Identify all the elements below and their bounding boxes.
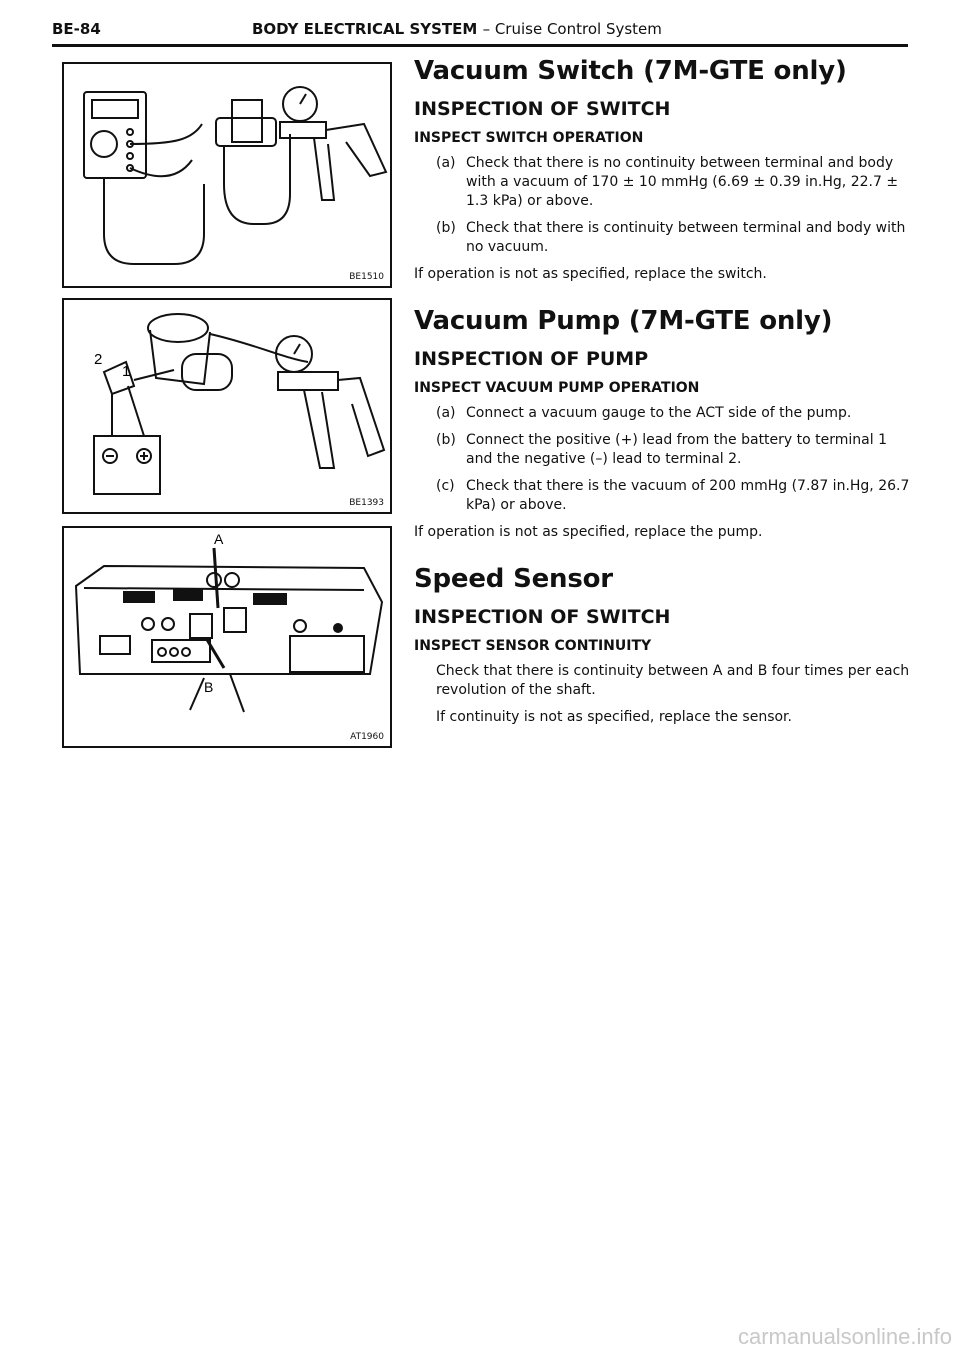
step-text: Check that there is continuity between terminal and body with no vacuum. [466, 220, 906, 255]
section-subtitle: INSPECTION OF SWITCH [414, 98, 671, 120]
section-title-speed-sensor: Speed Sensor [414, 564, 613, 594]
procedure-paragraph: If continuity is not as specified, replace the sensor. [436, 709, 792, 725]
procedure-heading: INSPECT VACUUM PUMP OPERATION [414, 380, 700, 396]
step-text: Check that there is no continuity between terminal and body with a vacuum of 170 ± 10 mmHg (6.69 ± 0.39 in.Hg, 22.7 ± 1.3 kPa) or above. [466, 155, 899, 209]
watermark: carmanualsonline.info [737, 1324, 952, 1349]
procedure-note: If operation is not as specified, replace the switch. [414, 266, 767, 282]
page-header [52, 20, 908, 47]
subsystem-name: – Cruise Control System [482, 20, 662, 38]
figure-code: AT1960 [350, 732, 384, 742]
step-label: (b) [436, 220, 456, 236]
figure-code: BE1510 [349, 272, 384, 282]
system-name: BODY ELECTRICAL SYSTEM [252, 20, 478, 38]
section-title-vacuum-switch: Vacuum Switch (7M-GTE only) [414, 56, 847, 86]
procedure-step [414, 154, 910, 211]
terminal-label-b: B [204, 679, 214, 695]
figure-code: BE1393 [349, 498, 384, 508]
terminal-label-a: A [214, 531, 224, 547]
speed-sensor-illustration [64, 528, 390, 746]
terminal-label-1: 1 [122, 363, 131, 380]
section-title-vacuum-pump: Vacuum Pump (7M-GTE only) [414, 306, 833, 336]
section-subtitle: INSPECTION OF SWITCH [414, 606, 671, 628]
vacuum-switch-illustration [64, 64, 390, 286]
figure-speed-sensor [62, 526, 392, 748]
figure-vacuum-pump-test [62, 298, 392, 514]
step-label: (c) [436, 478, 455, 494]
figure-vacuum-switch-test [62, 62, 392, 288]
terminal-label-2: 2 [94, 351, 103, 368]
procedure-step [414, 431, 910, 469]
page-number: BE-84 [52, 20, 101, 38]
vacuum-pump-illustration [64, 300, 390, 512]
procedure-note: If operation is not as specified, replace the pump. [414, 524, 763, 540]
procedure-step [414, 219, 910, 257]
step-text: Connect a vacuum gauge to the ACT side of the pump. [466, 405, 852, 421]
text-column [414, 56, 910, 735]
step-text: Check that there is the vacuum of 200 mmHg (7.87 in.Hg, 26.7 kPa) or above. [466, 478, 910, 513]
section-subtitle: INSPECTION OF PUMP [414, 348, 649, 370]
procedure-step [414, 477, 910, 515]
procedure-step [414, 404, 910, 423]
procedure-heading: INSPECT SWITCH OPERATION [414, 130, 644, 146]
step-label: (a) [436, 155, 456, 171]
procedure-heading: INSPECT SENSOR CONTINUITY [414, 638, 652, 654]
step-label: (b) [436, 432, 456, 448]
header-title [252, 20, 662, 38]
step-text: Connect the positive (+) lead from the battery to terminal 1 and the negative (–) lead to terminal 2. [466, 432, 887, 467]
procedure-paragraph: Check that there is continuity between A and B four times per each revolution of the shaft. [436, 663, 910, 698]
step-label: (a) [436, 405, 456, 421]
